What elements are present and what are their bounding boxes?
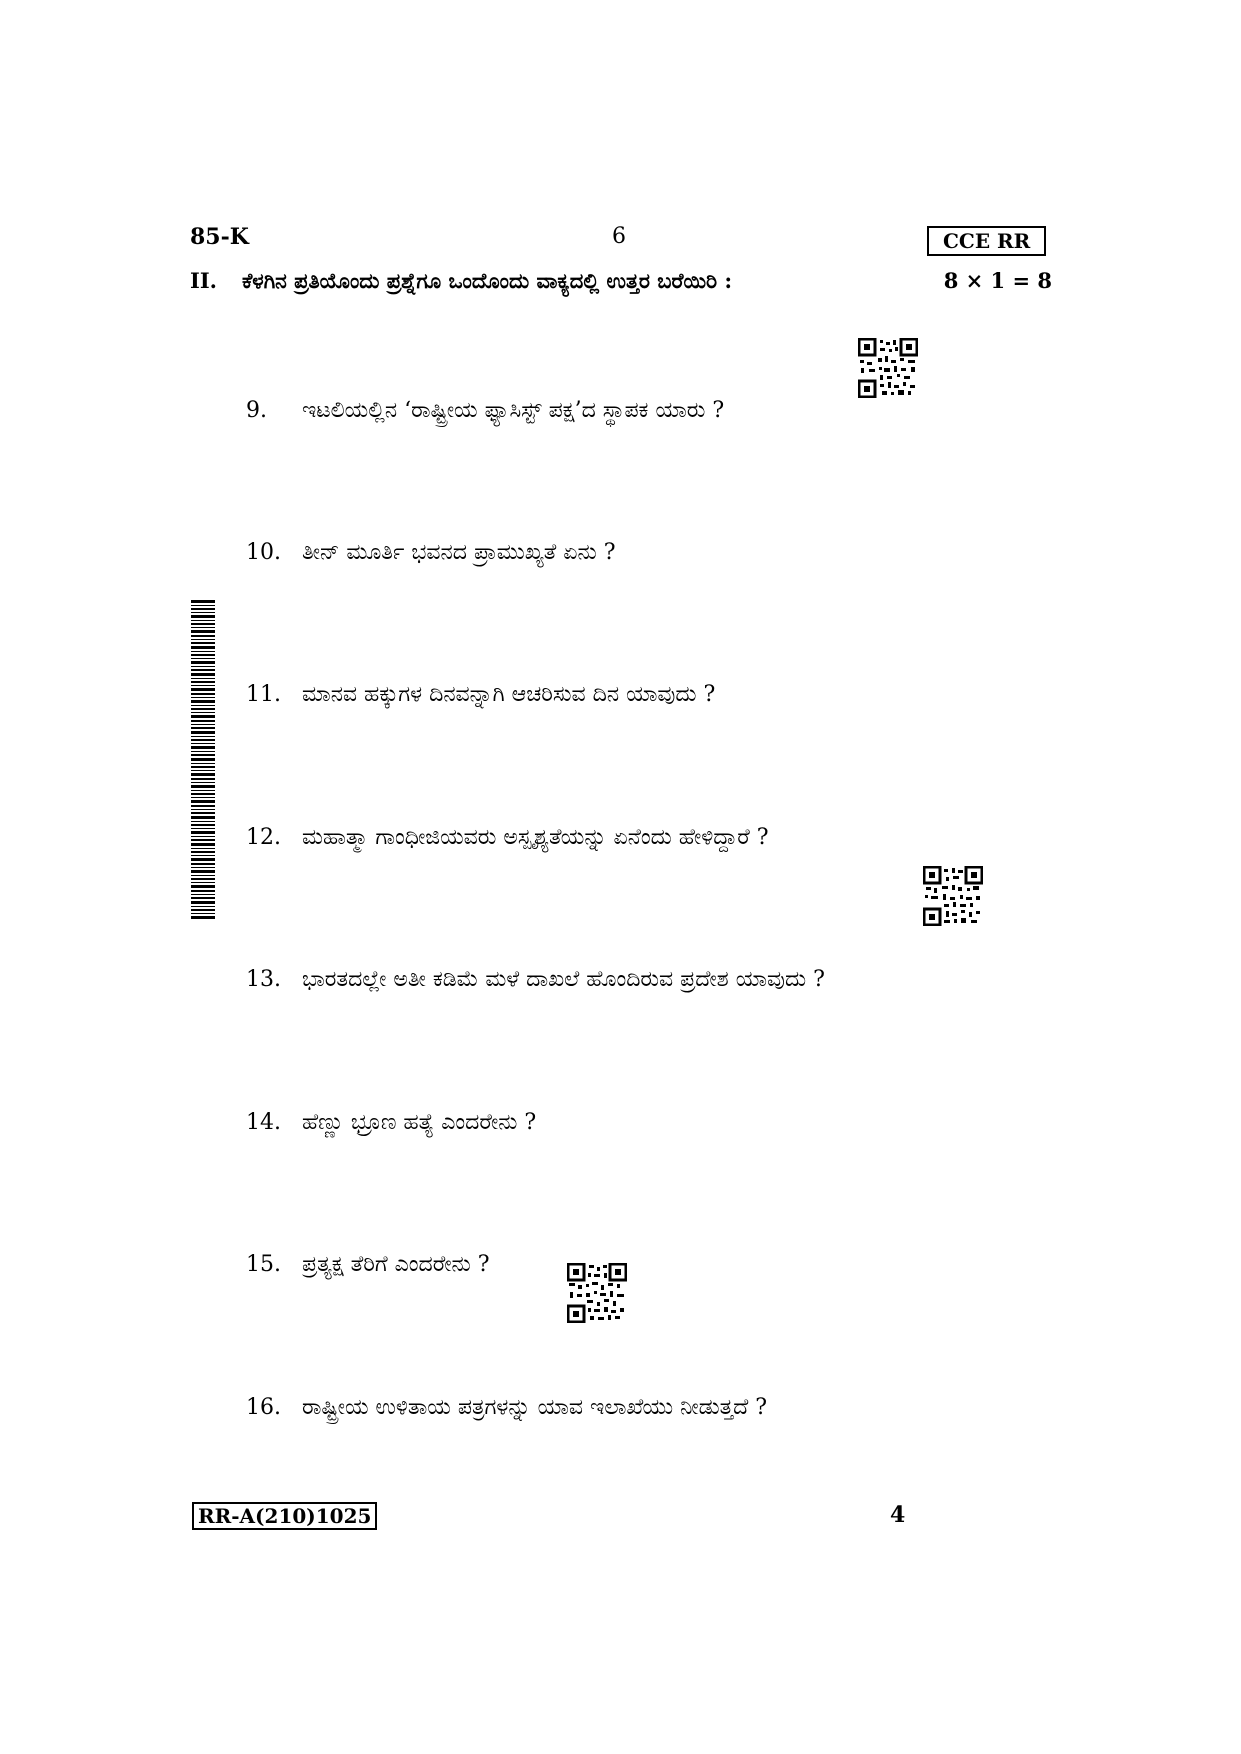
question-item <box>246 967 825 992</box>
question-text: ಮಹಾತ್ಮಾ ಗಾಂಧೀಜಿಯವರು ಅಸ್ಪೃಶ್ಯತೆಯನ್ನು ಏನೆಂದು ಹೇಳಿದ್ದಾರೆ ? <box>302 825 769 850</box>
section-roman: II. <box>190 268 217 293</box>
section-instruction: ಕೆಳಗಿನ ಪ್ರತಿಯೊಂದು ಪ್ರಶ್ನೆಗೂ ಒಂದೊಂದು ವಾಕ್ಯದಲ್ಲಿ ಉತ್ತರ ಬರೆಯಿರಿ : <box>242 268 733 293</box>
question-number: 12. <box>246 825 281 850</box>
question-number: 9. <box>246 398 267 423</box>
section-heading <box>190 268 1052 294</box>
question-text: ಭಾರತದಲ್ಲೇ ಅತೀ ಕಡಿಮೆ ಮಳೆ ದಾಖಲೆ ಹೊಂದಿರುವ ಪ್ರದೇಶ ಯಾವುದು ? <box>302 967 825 992</box>
question-number: 10. <box>246 540 281 565</box>
question-text: ಮಾನವ ಹಕ್ಕುಗಳ ದಿನವನ್ನಾಗಿ ಆಚರಿಸುವ ದಿನ ಯಾವುದು ? <box>302 682 716 707</box>
question-item <box>246 1395 767 1420</box>
paper-code: 85-K <box>190 224 249 250</box>
qr-code-icon <box>923 866 983 926</box>
question-item <box>246 682 715 707</box>
sheet-number: 4 <box>890 1502 906 1528</box>
question-number: 11. <box>246 682 281 707</box>
section-marks: 8 × 1 = 8 <box>943 268 1052 293</box>
question-item <box>246 1110 536 1135</box>
page-number: 6 <box>612 224 626 249</box>
question-text: ರಾಷ್ಟ್ರೀಯ ಉಳಿತಾಯ ಪತ್ರಗಳನ್ನು ಯಾವ ಇಲಾಖೆಯು ನೀಡುತ್ತದೆ ? <box>302 1395 768 1420</box>
qr-code-icon <box>567 1263 627 1323</box>
question-text: ತೀನ್ ಮೂರ್ತಿ ಭವನದ ಪ್ರಾಮುಖ್ಯತೆ ಏನು ? <box>302 540 616 565</box>
barcode-icon <box>191 600 215 920</box>
question-item <box>246 825 769 850</box>
qr-code-icon <box>858 338 918 398</box>
question-number: 14. <box>246 1110 281 1135</box>
footer-code-box: RR-A(210)1025 <box>192 1502 377 1530</box>
question-text: ಹೆಣ್ಣು ಭ್ರೂಣ ಹತ್ಯೆ ಎಂದರೇನು ? <box>302 1110 537 1135</box>
question-number: 16. <box>246 1395 281 1420</box>
question-number: 13. <box>246 967 281 992</box>
series-box: CCE RR <box>927 226 1046 256</box>
question-text: ಪ್ರತ್ಯಕ್ಷ ತೆರಿಗೆ ಎಂದರೇನು ? <box>302 1252 490 1277</box>
question-item <box>246 1252 490 1277</box>
question-text: ಇಟಲಿಯಲ್ಲಿನ ‘ರಾಷ್ಟ್ರೀಯ ಫ್ಯಾಸಿಸ್ಟ್ ಪಕ್ಷ’ದ ಸ್ಥಾಪಕ ಯಾರು ? <box>302 398 725 423</box>
question-item <box>246 398 724 423</box>
question-number: 15. <box>246 1252 281 1277</box>
question-item <box>246 540 616 565</box>
